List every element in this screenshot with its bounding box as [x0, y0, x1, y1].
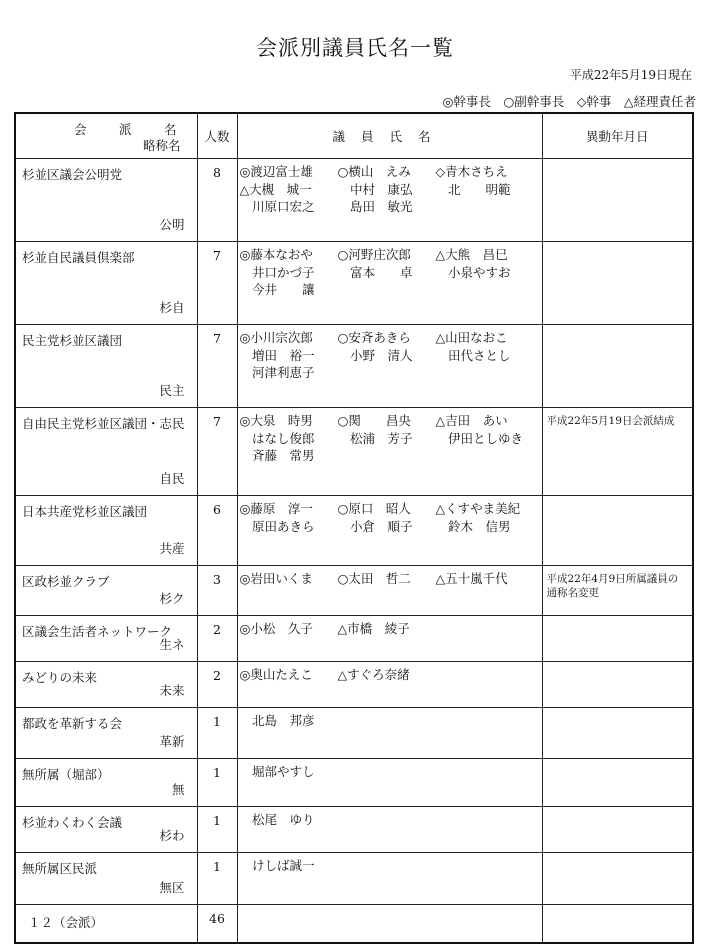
- faction-row: [15, 708, 693, 759]
- faction-abbrev: 民主: [159, 383, 185, 398]
- faction-name: みどりの未来: [22, 670, 98, 685]
- member-names-cell: [237, 708, 542, 759]
- faction-abbrev: 共産: [159, 541, 185, 556]
- change-note: [542, 325, 693, 408]
- faction-abbrev: 公明: [159, 217, 185, 232]
- member-name: △大熊 昌巳: [435, 247, 508, 262]
- faction-header-label: 会 派 名: [74, 122, 187, 137]
- change-note: [542, 616, 693, 662]
- member-name: 河津利恵子: [239, 365, 315, 380]
- change-note: [542, 496, 693, 566]
- member-name: ○原口 昭人: [337, 501, 411, 516]
- faction-row: [15, 496, 693, 566]
- faction-cell: [15, 662, 197, 708]
- member-name: [436, 811, 536, 829]
- change-note: 平成22年4月9日所属議員の通称名変更: [542, 566, 693, 616]
- member-name: 小野 清人: [337, 347, 413, 363]
- faction-abbrev: 無区: [159, 880, 185, 895]
- changes-header: 異動年月日: [542, 113, 693, 159]
- faction-name: 区政杉並クラブ: [22, 574, 110, 589]
- abbrev-header-label: 略称名: [142, 138, 181, 153]
- member-count: 1: [197, 807, 237, 853]
- faction-name: 杉並区議会公明党: [22, 167, 123, 182]
- faction-name: 無所属区民派: [22, 861, 98, 876]
- faction-row: [15, 408, 693, 496]
- faction-cell: [15, 807, 197, 853]
- member-names-line: [240, 412, 542, 430]
- faction-abbrev: 杉わ: [159, 828, 185, 843]
- member-names-line: [240, 518, 542, 536]
- faction-cell: [15, 159, 197, 242]
- member-count: 1: [197, 708, 237, 759]
- total-row: [15, 905, 693, 943]
- member-name: [338, 281, 436, 299]
- faction-cell: [15, 242, 197, 325]
- faction-cell: [15, 708, 197, 759]
- member-name: 斉藤 常男: [239, 448, 315, 463]
- member-name: 島田 敏光: [337, 199, 413, 214]
- faction-name: 都政を革新する会: [22, 716, 123, 731]
- names-header: 議員氏名: [237, 113, 542, 159]
- member-count: 8: [197, 159, 237, 242]
- member-name: ○横山 えみ: [337, 164, 411, 179]
- member-name: [436, 364, 536, 382]
- member-names-line: [240, 811, 542, 829]
- member-name: [436, 712, 536, 730]
- faction-abbrev: 自民: [159, 471, 185, 486]
- change-note: [542, 759, 693, 807]
- faction-header: [15, 113, 197, 159]
- member-names-line: [240, 500, 542, 518]
- member-name: ○関 昌央: [337, 413, 411, 428]
- member-names-cell: [237, 159, 542, 242]
- member-name: [436, 666, 536, 684]
- faction-abbrev: 革新: [159, 734, 185, 749]
- member-name: ◎渡辺富士雄: [239, 164, 313, 179]
- change-note: [542, 242, 693, 325]
- member-names-line: [240, 163, 542, 181]
- member-name: ◇青木さちえ: [435, 164, 508, 179]
- total-names-empty: [237, 905, 542, 943]
- member-name: △市橋 綾子: [337, 621, 410, 636]
- change-note: [542, 662, 693, 708]
- faction-row: [15, 616, 693, 662]
- faction-cell: [15, 853, 197, 905]
- member-name: [436, 857, 536, 875]
- member-names-line: [240, 763, 542, 781]
- faction-name: 区議会生活者ネットワーク: [22, 624, 173, 639]
- member-names-line: [240, 281, 542, 299]
- member-count: 1: [197, 853, 237, 905]
- member-names-cell: [237, 759, 542, 807]
- change-note: [542, 708, 693, 759]
- member-names-cell: [237, 325, 542, 408]
- member-names-line: [240, 198, 542, 216]
- faction-row: [15, 159, 693, 242]
- member-name: △すぐろ奈緒: [337, 667, 410, 682]
- member-name: 増田 裕一: [239, 347, 315, 363]
- faction-cell: [15, 759, 197, 807]
- member-names-cell: [237, 853, 542, 905]
- member-name: 中村 康弘: [337, 181, 413, 197]
- faction-abbrev: 未来: [159, 683, 185, 698]
- member-name: ◎奥山たえこ: [239, 667, 313, 682]
- member-name: 北島 邦彦: [239, 713, 315, 728]
- member-name: ○河野庄次郎: [337, 247, 411, 262]
- member-name: [338, 811, 436, 829]
- member-names-cell: [237, 566, 542, 616]
- member-name: 富本 卓: [337, 264, 413, 280]
- page-title: 会派別議員氏名一覧: [256, 36, 454, 60]
- member-name: 小泉やすお: [435, 264, 511, 280]
- member-names-cell: [237, 496, 542, 566]
- faction-name: 無所属（堀部）: [22, 767, 110, 782]
- change-note: [542, 807, 693, 853]
- member-name: ◎大泉 時男: [239, 413, 313, 428]
- member-count: 1: [197, 759, 237, 807]
- change-note: [542, 853, 693, 905]
- role-legend: ◎幹事長 ○副幹事長 ◇幹事 △経理責任者: [442, 94, 696, 109]
- member-names-cell: [237, 662, 542, 708]
- faction-abbrev: 杉ク: [159, 591, 185, 606]
- member-name: [338, 447, 436, 465]
- faction-abbrev: 生ネ: [159, 637, 185, 652]
- member-name: △大槻 城一: [239, 181, 312, 197]
- member-names-line: [240, 666, 542, 684]
- member-name: △くすやま美紀: [435, 501, 521, 516]
- member-name: 伊田としゆき: [435, 430, 524, 446]
- faction-name: 民主党杉並区議団: [22, 333, 123, 348]
- member-names-line: [240, 430, 542, 448]
- member-count: 2: [197, 616, 237, 662]
- member-name: [436, 198, 536, 216]
- roster-body: [15, 159, 693, 943]
- faction-row: [15, 242, 693, 325]
- member-count: 6: [197, 496, 237, 566]
- total-label: １２（会派）: [15, 905, 197, 943]
- member-name: けしば誠一: [239, 858, 315, 873]
- member-name: 松浦 芳子: [337, 430, 413, 446]
- roster-table: [14, 112, 694, 944]
- count-header: 人数: [197, 113, 237, 159]
- member-name: [436, 763, 536, 781]
- member-name: [338, 857, 436, 875]
- member-name: △山田なおこ: [435, 330, 508, 345]
- member-name: 小倉 順子: [337, 518, 413, 534]
- faction-row: [15, 759, 693, 807]
- member-name: 川原口宏之: [239, 199, 315, 214]
- member-names-line: [240, 712, 542, 730]
- member-names-cell: [237, 242, 542, 325]
- member-name: [436, 620, 536, 638]
- faction-row: [15, 807, 693, 853]
- member-count: 7: [197, 408, 237, 496]
- faction-cell: [15, 566, 197, 616]
- faction-name: 日本共産党杉並区議団: [22, 504, 148, 519]
- member-name: [436, 281, 536, 299]
- member-name: △吉田 あい: [435, 413, 508, 428]
- faction-cell: [15, 325, 197, 408]
- member-name: 田代さとし: [435, 347, 511, 363]
- member-name: 原田あきら: [239, 518, 315, 534]
- member-name: 井口かづ子: [239, 264, 315, 280]
- change-note: 平成22年5月19日会派結成: [542, 408, 693, 496]
- faction-row: [15, 325, 693, 408]
- total-changes-empty: [542, 905, 693, 943]
- member-name: ◎藤原 淳一: [239, 501, 313, 516]
- faction-row: [15, 662, 693, 708]
- member-name: 北 明範: [435, 181, 511, 197]
- member-name: ◎岩田いくま: [239, 571, 313, 586]
- header-row: [15, 113, 693, 159]
- change-note: [542, 159, 693, 242]
- member-names-line: [240, 246, 542, 264]
- member-name: [338, 712, 436, 730]
- member-name: 鈴木 信男: [435, 518, 511, 534]
- member-names-cell: [237, 616, 542, 662]
- member-name: [338, 364, 436, 382]
- member-names-line: [240, 364, 542, 382]
- member-names-cell: [237, 408, 542, 496]
- faction-name: 杉並自民議員倶楽部: [22, 250, 135, 265]
- faction-cell: [15, 496, 197, 566]
- member-name: ◎藤本なおや: [239, 247, 313, 262]
- member-names-line: [240, 620, 542, 638]
- faction-cell: [15, 408, 197, 496]
- faction-abbrev: 杉自: [159, 300, 185, 315]
- member-names-line: [240, 181, 542, 199]
- member-name: [338, 763, 436, 781]
- member-name: [436, 447, 536, 465]
- member-name: 今井 讓: [239, 282, 315, 297]
- member-name: ○太田 哲二: [337, 571, 411, 586]
- member-name: はなし俊郎: [239, 430, 315, 446]
- member-names-line: [240, 347, 542, 365]
- faction-name: 自由民主党杉並区議団・志民: [22, 416, 185, 431]
- member-count: 7: [197, 242, 237, 325]
- member-name: 松尾 ゆり: [239, 812, 315, 827]
- member-names-cell: [237, 807, 542, 853]
- member-count: 7: [197, 325, 237, 408]
- faction-row: [15, 853, 693, 905]
- member-names-line: [240, 570, 542, 588]
- member-name: ◎小川宗次郎: [239, 330, 313, 345]
- total-count: 46: [197, 905, 237, 943]
- faction-cell: [15, 616, 197, 662]
- member-name: ◎小松 久子: [239, 621, 313, 636]
- member-name: 堀部やすし: [239, 764, 315, 779]
- member-names-line: [240, 857, 542, 875]
- member-names-line: [240, 447, 542, 465]
- faction-abbrev: 無: [171, 782, 185, 797]
- member-names-line: [240, 329, 542, 347]
- member-names-line: [240, 264, 542, 282]
- member-count: 2: [197, 662, 237, 708]
- member-name: ○安斉あきら: [337, 330, 411, 345]
- as-of-date: 平成22年5月19日現在: [569, 68, 692, 82]
- faction-row: [15, 566, 693, 616]
- member-count: 3: [197, 566, 237, 616]
- faction-name: 杉並わくわく会議: [22, 815, 123, 830]
- member-name: △五十嵐千代: [435, 571, 508, 586]
